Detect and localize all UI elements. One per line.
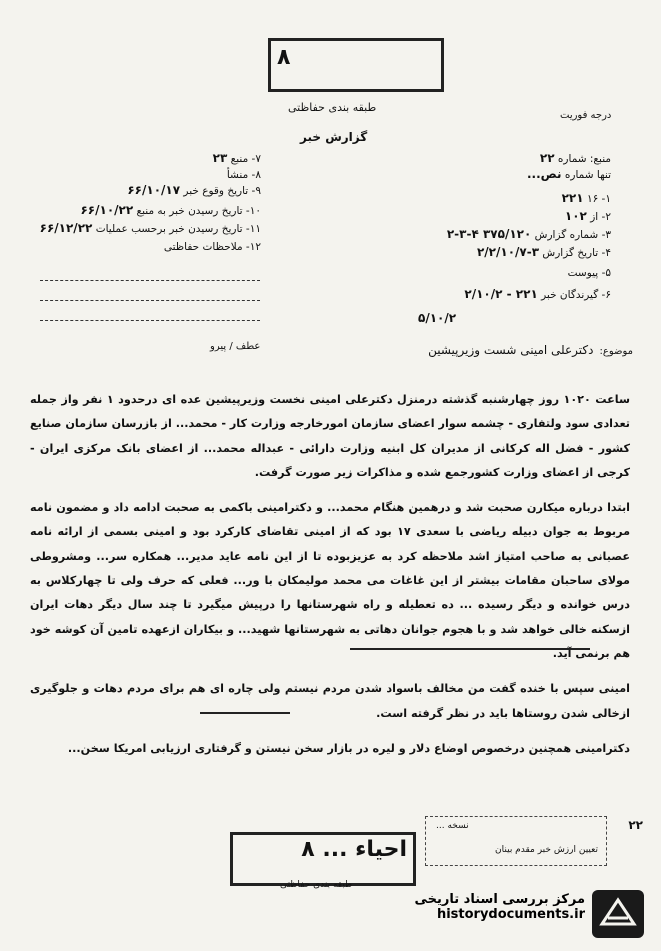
- subject-label: موضوع:: [599, 346, 633, 357]
- header-left-row: ۷- منبع ۲۳: [212, 151, 261, 165]
- body-paragraph: ابتدا درباره میکارن صحبت شد و درهمین هنگام محمد... و دکترامینی باکمی به صحبت ادامه داد و مضمون نامه مربوط به جوان دبیله ریاضی با سعدی ۱۷ بود که از امینی تقاضای کارکرد بود و امینی بسمی از ارائه نامه عصبانی به صاحب امتیاز اشد ملاحظه کرد به عزیزبوده تا از این نامه عاید مدیر... همکاره سر... ومشروطی مولای ساحبان مقامات بیشتر از این غاغات می محمد مولیمکان با ور... فعلی که حرف ولی تا چهارکلاس به درس خوانده و دیگر رسیده ... ده تعطیله و راه شهرستانها را درپیش میگیرد تا چند سال دیگر دهات ایران ازسکنه خالی خواهد شد و با هجوم جوانان دهاتی به شهرستانها شهید... و بیکاران ازعهده تامین آن کوشه خود هم برنمی آید.: [30, 501, 631, 660]
- top-stamp-number: ۸: [277, 45, 291, 70]
- header-divider: [40, 280, 260, 281]
- footer-persian: مرکز بررسی اسناد تاریخی: [414, 892, 585, 907]
- header-right-row: ۳- شماره گزارش ۳۷۵/۱۲۰ ۴-۳-۲: [446, 227, 611, 241]
- bottom-right-stamp-text: تعیین ارزش خبر مقدم بینان: [495, 845, 598, 855]
- footer-url: historydocuments.ir: [436, 907, 585, 922]
- priority-label: درجه فوریت: [560, 110, 612, 121]
- header-right-row: ۶- گیرندگان خبر ۲۲۱ - ۲/۱۰/۲: [464, 287, 611, 301]
- header-divider: [40, 320, 260, 321]
- report-title: گزارش خبر: [300, 130, 368, 144]
- reference-label: عطف / پیرو: [210, 341, 261, 352]
- body-paragraph: امینی سپس با خنده گفت من مخالف باسواد شدن مردم نیستم ولی چاره ای هم برای مردم دهات و جلوگیری ازخالی شدن روستاها باید در نظر گرفته است.: [30, 682, 630, 720]
- header-right-row: تنها شماره نص...: [526, 167, 611, 181]
- subject-line: [33, 343, 633, 357]
- bottom-left-stamp-caption: طبقه بندی حفاظتی: [280, 880, 353, 890]
- underline-mark: [350, 648, 590, 650]
- header-left-row: ۹- تاریخ وقوع خبر ۶۶/۱۰/۱۷: [127, 183, 261, 197]
- header-left-row: ۸- منشأ: [226, 169, 261, 181]
- header-right-row: ۲- از ۱۰۲: [564, 209, 611, 223]
- header-right-row: ۵- پیوست: [567, 267, 611, 279]
- header-right-extra: ۵/۱۰/۲: [418, 311, 457, 325]
- underline-mark: [200, 712, 290, 714]
- header-right-row: منبع: شماره ۲۲: [539, 151, 611, 165]
- top-stamp: [268, 38, 444, 92]
- classification-label: طبقه بندی حفاظتی: [288, 101, 377, 114]
- bottom-mark: ۲۲: [628, 818, 643, 832]
- bottom-left-stamp: [230, 832, 416, 886]
- header-right-row: ۴- تاریخ گزارش ۳-۲/۲/۱۰/۷: [476, 245, 611, 259]
- header-right-row: ۱- ۱۶ ۲۲۱: [561, 191, 611, 205]
- body-paragraph: ساعت ۱۰۲۰ روز چهارشنبه گذشته درمنزل دکترعلی امینی نخست وزیرپیشین عده ای درحدود ۱ نفر واز جمله تعدادی سود ولتفاری - چشمه سوار اعضای سازمان امورخارجه وزارت کار - محمد... از بازرسان سازمان صنایع کشور - فضل اله کرکانی از مدیران کل ابنیه وزارت دارائی - عبداله محمد... از اعضای بانک مرکزی ایران - کرجی از اعضای وزارت کشورجمع شده و مذاکرات زیر صورت گرفت.: [30, 393, 630, 479]
- bottom-right-stamp-top: نسخه ...: [436, 821, 469, 831]
- header-left-row: ۱۰- تاریخ رسیدن خبر به منبع ۶۶/۱۰/۲۲: [80, 203, 261, 217]
- header-left-row: ۱۲- ملاحظات حفاظتی: [163, 241, 261, 253]
- archive-logo-icon: [590, 888, 646, 940]
- footer-watermark: [360, 892, 585, 922]
- bottom-right-stamp: [425, 816, 607, 866]
- bottom-left-stamp-text: احیاء ... ۸: [301, 837, 407, 862]
- body-paragraph: دکترامینی همچنین درخصوص اوضاع دلار و لیره در بازار سخن نیستن و گرفتاری ارزیابی امریکا سخن...: [67, 741, 630, 755]
- subject-text: دکترعلی امینی شست وزیرپیشین: [428, 343, 594, 357]
- header-divider: [40, 300, 260, 301]
- header-left-row: ۱۱- تاریخ رسیدن خبر برحسب عملیات ۶۶/۱۲/۲۲: [39, 221, 261, 235]
- report-body: [30, 388, 630, 772]
